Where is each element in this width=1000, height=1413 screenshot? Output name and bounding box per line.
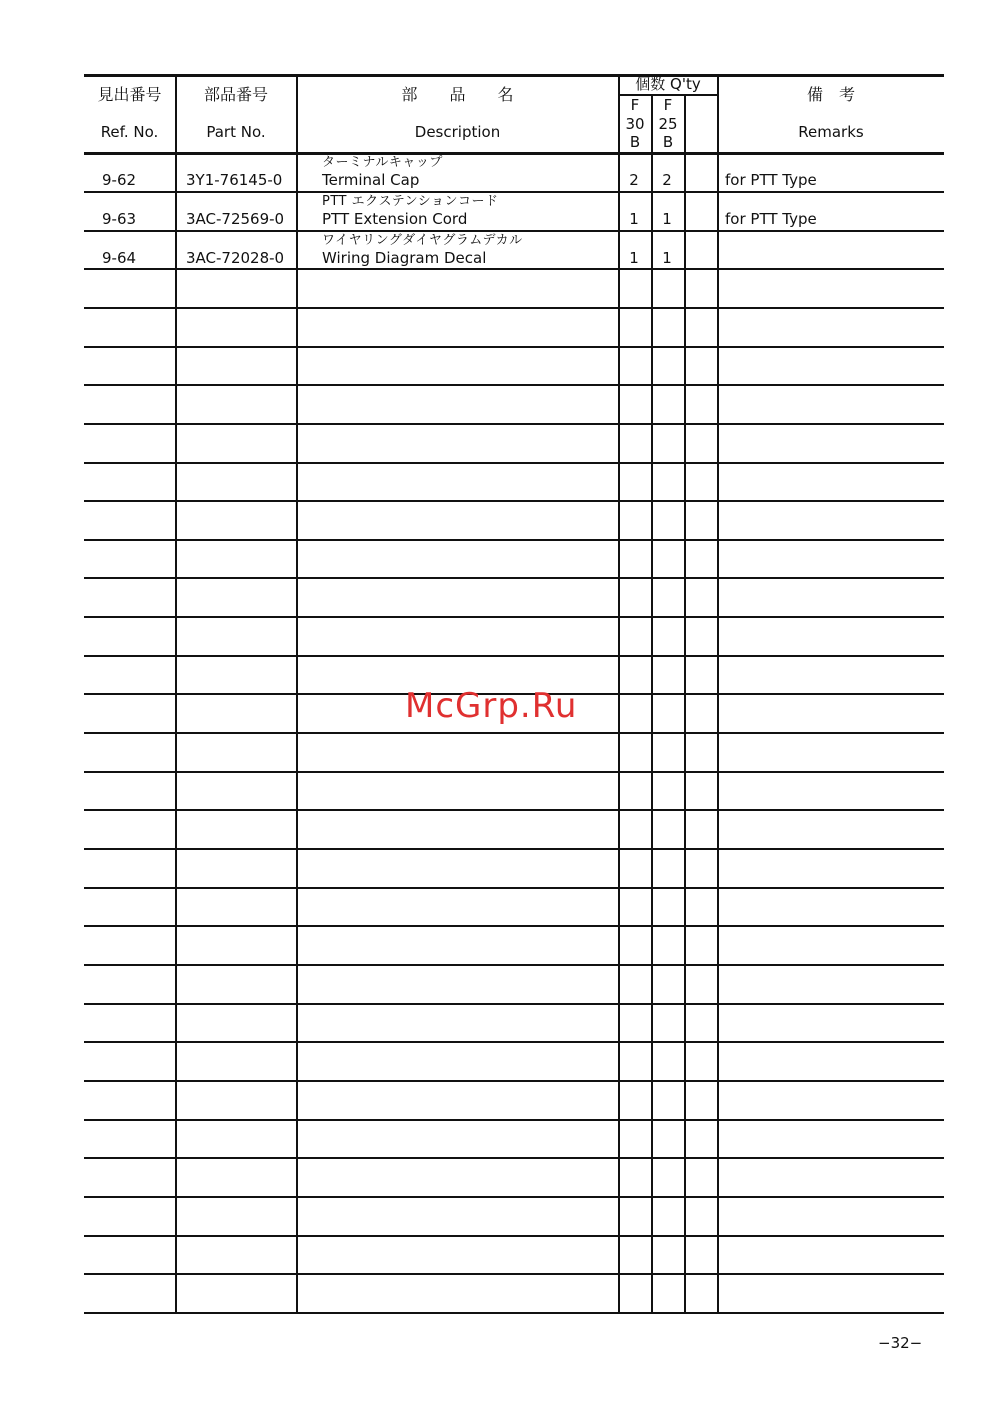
header-desc-en: Description [414, 123, 501, 141]
col-divider-q30 [651, 94, 653, 1314]
row-rule [84, 848, 944, 850]
row-rule [84, 809, 944, 811]
qty-col1-line1: F [630, 96, 640, 114]
row-part: 3Y1-76145-0 [186, 171, 283, 189]
row-rule [84, 616, 944, 618]
row-rule [84, 1119, 944, 1121]
row-rule [84, 1273, 944, 1275]
watermark: McGrp.Ru [405, 686, 578, 726]
header-desc-jp: 部 品 名 [401, 85, 514, 104]
row-rule [84, 771, 944, 773]
row-desc: Terminal Cap [322, 171, 420, 189]
row-part: 3AC-72028-0 [186, 249, 285, 267]
row-rule [84, 577, 944, 579]
col-divider-q25 [684, 94, 686, 1314]
row-rule [84, 655, 944, 657]
row-rule [84, 500, 944, 502]
row-kana: ターミナルキャップ [322, 155, 443, 170]
row-rule [84, 1003, 944, 1005]
row-kana: PTT エクステンションコード [322, 194, 499, 209]
header-part-en: Part No. [206, 123, 266, 141]
row-rule [84, 925, 944, 927]
table-row [84, 231, 944, 269]
row-qty-f30b: 1 [629, 210, 639, 228]
table-row [84, 153, 944, 191]
header-ref-en: Ref. No. [100, 123, 159, 141]
table-row [84, 192, 944, 230]
row-rule [84, 1080, 944, 1082]
row-rule [84, 539, 944, 541]
row-rule [84, 462, 944, 464]
row-rule [84, 384, 944, 386]
table-bottom-rule [84, 1312, 944, 1314]
row-rule [84, 346, 944, 348]
row-rule [84, 1041, 944, 1043]
row-rule [84, 964, 944, 966]
row-qty-f25b: 2 [662, 171, 672, 189]
header-part-jp: 部品番号 [203, 85, 268, 104]
table-top-rule [84, 74, 944, 77]
row-rule [84, 732, 944, 734]
row-ref: 9-62 [102, 171, 137, 189]
row-rule [84, 887, 944, 889]
row-qty-f30b: 2 [629, 171, 639, 189]
header-ref-jp: 見出番号 [97, 85, 162, 104]
row-qty-f25b: 1 [662, 210, 672, 228]
row-rule [84, 423, 944, 425]
row-part: 3AC-72569-0 [186, 210, 285, 228]
header-remarks-en: Remarks [798, 123, 864, 141]
row-ref: 9-63 [102, 210, 137, 228]
qty-col2-line1: F [663, 96, 673, 114]
row-qty-f30b: 1 [629, 249, 639, 267]
qty-col1-line3: B [629, 133, 641, 151]
row-desc: Wiring Diagram Decal [322, 249, 487, 267]
header-qty-title: 個数 Q'ty [635, 75, 701, 93]
row-remarks: for PTT Type [725, 210, 817, 228]
row-ref: 9-64 [102, 249, 137, 267]
qty-col2-line2: 25 [658, 115, 678, 133]
row-rule [84, 307, 944, 309]
qty-col2-line3: B [662, 133, 674, 151]
row-rule [84, 1196, 944, 1198]
row-kana: ワイヤリングダイヤグラムデカル [322, 233, 523, 248]
row-rule [84, 1157, 944, 1159]
row-remarks: for PTT Type [725, 171, 817, 189]
page-number: −32− [878, 1334, 923, 1352]
row-qty-f25b: 1 [662, 249, 672, 267]
header-remarks-jp: 備 考 [806, 85, 855, 104]
qty-col1-line2: 30 [625, 115, 645, 133]
row-rule [84, 1235, 944, 1237]
row-desc: PTT Extension Cord [322, 210, 468, 228]
